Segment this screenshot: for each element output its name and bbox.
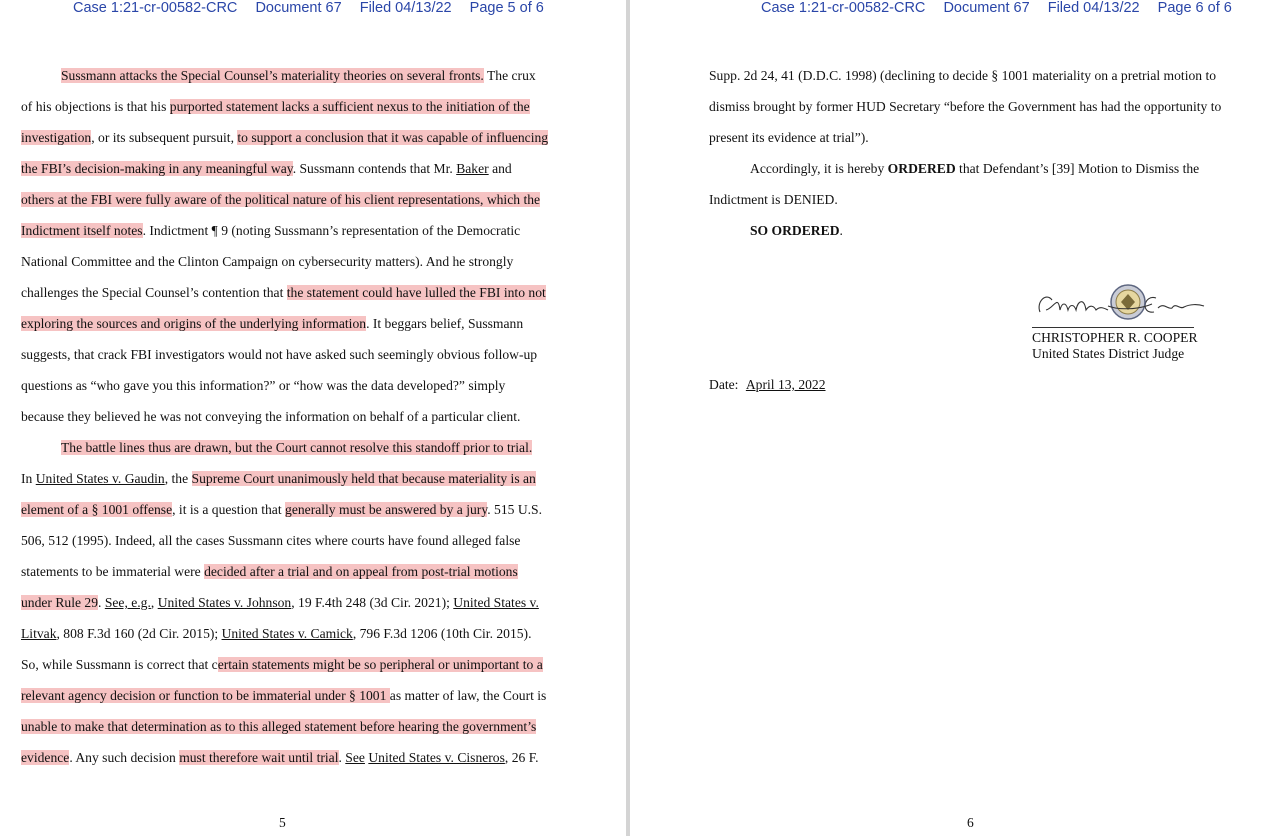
- text-line: [21, 501, 542, 519]
- text-segment: present its evidence at trial”).: [709, 130, 869, 145]
- text-segment: . Any such decision: [69, 750, 180, 765]
- citation-text: United States v. Camick: [221, 626, 353, 641]
- text-line: [21, 98, 530, 116]
- highlighted-text: others at the FBI were fully aware of the political nature of his client representations,: [21, 192, 484, 207]
- filed-date: Filed 04/13/22: [359, 0, 452, 16]
- text-segment: 506, 512 (1995). Indeed, all the cases Sussmann cites where courts have found alleged false: [21, 533, 521, 548]
- text-segment: that Defendant’s [39] Motion to Dismiss the: [955, 161, 1200, 176]
- highlighted-text: which the: [483, 192, 541, 207]
- text-line: [21, 377, 505, 395]
- text-segment: , 808 F.3d 160 (2d Cir. 2015);: [56, 626, 222, 641]
- text-segment: . Indictment ¶ 9 (noting Sussmann’s representation of the Democratic: [142, 223, 521, 238]
- filed-date: Filed 04/13/22: [1047, 0, 1140, 16]
- text-line: [21, 408, 520, 426]
- text-segment: because they believed he was not conveying the information on behalf of a particular client.: [21, 409, 521, 424]
- text-line: [21, 687, 546, 705]
- text-segment: In: [21, 471, 36, 486]
- text-segment: ,: [150, 595, 158, 610]
- text-segment: , 796 F.3d 1206 (10th Cir. 2015).: [352, 626, 532, 641]
- text-line: [21, 718, 536, 736]
- document-page-6: [630, 0, 1280, 836]
- text-line: [61, 67, 536, 85]
- case-number: Case 1:21-cr-00582-CRC: [761, 0, 926, 16]
- text-segment: , 19 F.4th 248 (3d Cir. 2021);: [291, 595, 454, 610]
- citation-text: United States v. Gaudin: [35, 471, 165, 486]
- judge-name: CHRISTOPHER R. COOPER: [1032, 330, 1198, 345]
- text-segment: ORDERED: [887, 161, 956, 176]
- text-segment: questions as “who gave you this information?” or “how was the data developed?” simply: [21, 378, 506, 393]
- text-line: [750, 222, 843, 240]
- document-number: Document 67: [255, 0, 342, 16]
- highlighted-text: exploring the sources and origins of the underlying information: [21, 316, 367, 331]
- text-line: [709, 129, 869, 147]
- text-line: [21, 253, 513, 271]
- text-segment: , it is a question that: [172, 502, 286, 517]
- text-segment: So, while Sussmann is correct that c: [21, 657, 218, 672]
- text-line: [21, 160, 512, 178]
- page-indicator: Page 5 of 6: [469, 0, 544, 16]
- citation-text: See, e.g.: [104, 595, 151, 610]
- text-line: [21, 191, 540, 209]
- citation-text: United States v.: [453, 595, 539, 610]
- judge-signature: [1032, 280, 1207, 325]
- text-segment: National Committee and the Clinton Campaign on cybersecurity matters). And he strongly: [21, 254, 514, 269]
- highlighted-text: Sussmann attacks the Special Counsel’s materiality theories on several fronts.: [61, 68, 484, 83]
- text-line: [21, 749, 539, 767]
- highlighted-text: generally must be answered by a jury: [285, 502, 488, 517]
- text-line: [21, 315, 523, 333]
- page-indicator: Page 6 of 6: [1157, 0, 1232, 16]
- highlighted-text: purported statement lacks a sufficient nexus to the initiation of the: [169, 99, 530, 114]
- highlighted-text: the FBI’s decision-making in any meaningful way: [21, 161, 293, 176]
- text-line: [21, 625, 531, 643]
- page-number: 6: [967, 815, 974, 830]
- text-segment: statements to be immaterial were: [21, 564, 205, 579]
- text-line: [21, 594, 539, 612]
- highlighted-text: investigation: [21, 130, 92, 145]
- date-line: [709, 376, 826, 394]
- citation-text: Litvak: [21, 626, 57, 641]
- text-segment: , 26 F.: [504, 750, 539, 765]
- text-line: [21, 656, 543, 674]
- text-segment: Accordingly, it is hereby: [750, 161, 888, 176]
- date-value: April 13, 2022: [745, 377, 826, 392]
- text-segment: SO ORDERED: [750, 223, 840, 238]
- text-segment: The crux: [483, 68, 536, 83]
- text-line: [21, 346, 537, 364]
- highlighted-text: under Rule 29: [21, 595, 99, 610]
- text-segment: and: [488, 161, 512, 176]
- text-segment: Indictment is DENIED.: [709, 192, 838, 207]
- judge-title: United States District Judge: [1032, 345, 1185, 361]
- text-line: [709, 191, 838, 209]
- highlighted-text: element of a § 1001 offense: [21, 502, 173, 517]
- text-segment: . It beggars belief, Sussmann: [366, 316, 524, 331]
- signature-line: [1032, 327, 1194, 328]
- highlighted-text: unable to make that determination as to this alleged statement before hearing the government’s: [21, 719, 537, 734]
- page-header: [73, 0, 558, 16]
- text-line: [21, 222, 520, 240]
- text-segment: suggests, that crack FBI investigators would not have asked such seemingly obvious follow-up: [21, 347, 538, 362]
- citation-text: See: [345, 750, 365, 765]
- document-number: Document 67: [943, 0, 1030, 16]
- page-number: 5: [279, 815, 286, 830]
- citation-text: United States v. Johnson: [157, 595, 292, 610]
- highlighted-text: decided after a trial and on appeal from post-trial motions: [204, 564, 518, 579]
- text-segment: challenges the Special Counsel’s contention that: [21, 285, 287, 300]
- text-segment: . 515 U.S.: [487, 502, 542, 517]
- case-number: Case 1:21-cr-00582-CRC: [73, 0, 238, 16]
- text-line: [21, 532, 520, 550]
- highlighted-text: The battle lines thus are drawn, but the Court cannot resolve this standoff prior to trial.: [61, 440, 533, 455]
- highlighted-text: to support a conclusion that it was capable of influencing: [237, 130, 549, 145]
- text-line: [709, 98, 1221, 116]
- date-label: Date:: [709, 377, 739, 392]
- text-line: [750, 160, 1199, 178]
- text-line: [21, 470, 536, 488]
- text-line: [21, 129, 548, 147]
- text-segment: .: [338, 750, 346, 765]
- text-segment: , the: [164, 471, 192, 486]
- highlighted-text: must therefore wait until trial: [179, 750, 339, 765]
- text-segment: , or its subsequent pursuit,: [91, 130, 238, 145]
- citation-text: Baker: [456, 161, 489, 176]
- highlighted-text: Supreme Court unanimously held that because materiality is an: [191, 471, 536, 486]
- citation-text: United States v. Cisneros: [368, 750, 505, 765]
- judge-signature-block: [1032, 330, 1198, 361]
- highlighted-text: relevant agency decision or function to be immaterial under § 1001: [21, 688, 390, 703]
- highlighted-text: the statement could have lulled the FBI into not: [286, 285, 546, 300]
- highlighted-text: evidence: [21, 750, 70, 765]
- document-page-5: [0, 0, 626, 836]
- highlighted-text: Indictment itself notes: [21, 223, 143, 238]
- page-header: [761, 0, 1246, 16]
- text-line: [709, 67, 1216, 85]
- text-segment: . Sussmann contends that Mr.: [292, 161, 457, 176]
- text-segment: .: [98, 595, 105, 610]
- text-line: [21, 563, 518, 581]
- text-segment: dismiss brought by former HUD Secretary “before the Government has had the opportunity to: [709, 99, 1222, 114]
- text-segment: as matter of law, the Court is: [389, 688, 547, 703]
- text-segment: Supp. 2d 24, 41 (D.D.C. 1998) (declining to decide § 1001 materiality on a pretrial motion to: [709, 68, 1217, 83]
- highlighted-text: ertain statements might be so peripheral or unimportant to a: [217, 657, 543, 672]
- text-segment: .: [839, 223, 843, 238]
- text-line: [61, 439, 532, 457]
- text-line: [21, 284, 546, 302]
- text-segment: of his objections is that his: [21, 99, 170, 114]
